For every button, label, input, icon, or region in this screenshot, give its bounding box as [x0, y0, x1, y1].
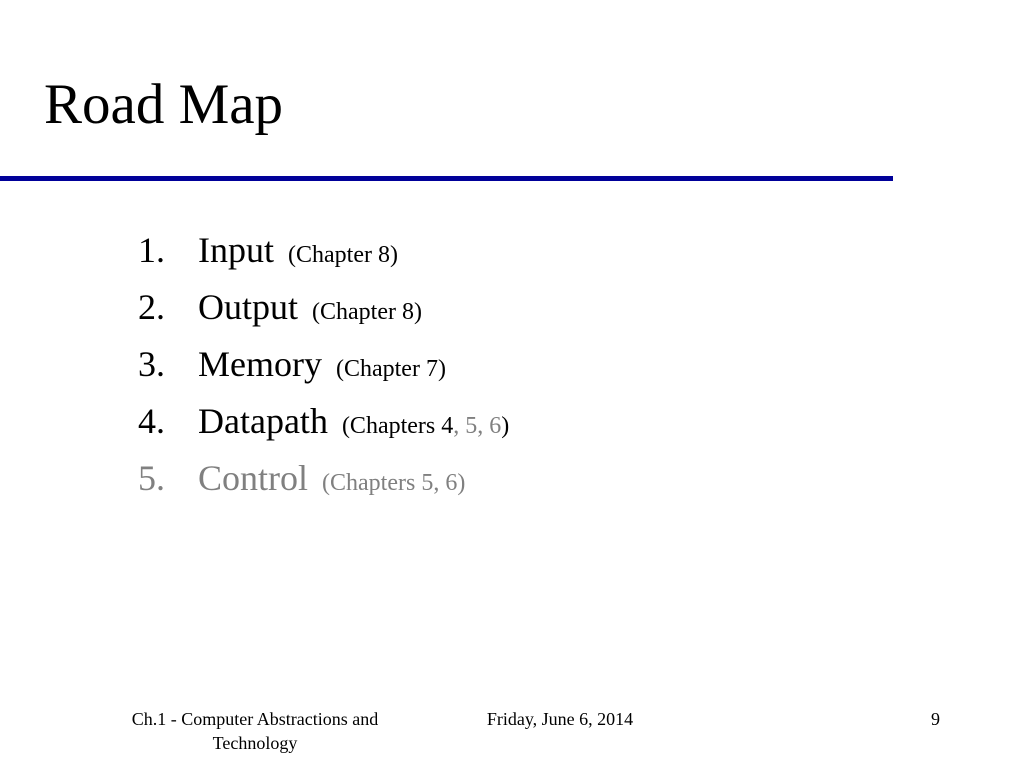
item-number: 4.: [138, 401, 165, 441]
item-topic: Output: [198, 287, 299, 327]
road-map-list: [138, 232, 509, 517]
item-number: 5.: [138, 458, 165, 498]
footer-course-title: Ch.1 - Computer Abstractions and Technology: [131, 709, 379, 753]
item-number: 3.: [138, 344, 165, 384]
item-number: 2.: [138, 287, 165, 327]
footer-date: Friday, June 6, 2014: [486, 709, 634, 729]
list-item-output: [138, 289, 509, 346]
item-topic: Input: [198, 230, 274, 270]
item-topic: Control: [198, 458, 309, 498]
item-chapter: (Chapter 8): [312, 299, 422, 325]
list-item-datapath: [138, 403, 509, 460]
footer-page-number: 9: [931, 709, 940, 729]
list-item-memory: [138, 346, 509, 403]
chapter-open: (Chapters 4: [341, 413, 454, 439]
chapter-grey-part: , 5, 6: [453, 413, 502, 439]
item-topic: Datapath: [198, 401, 328, 441]
item-chapter: (Chapters 5, 6): [322, 470, 466, 496]
item-chapter: [342, 413, 509, 439]
item-number: 1.: [138, 230, 165, 270]
list-item-input: [138, 232, 509, 289]
item-chapter: (Chapter 8): [288, 242, 398, 268]
item-chapter: (Chapter 7): [335, 356, 446, 382]
slide-title: Road Map: [44, 73, 284, 136]
chapter-close: ): [501, 413, 510, 439]
list-item-control: [138, 460, 509, 517]
title-divider: [0, 176, 893, 181]
item-topic: Memory: [198, 344, 322, 384]
